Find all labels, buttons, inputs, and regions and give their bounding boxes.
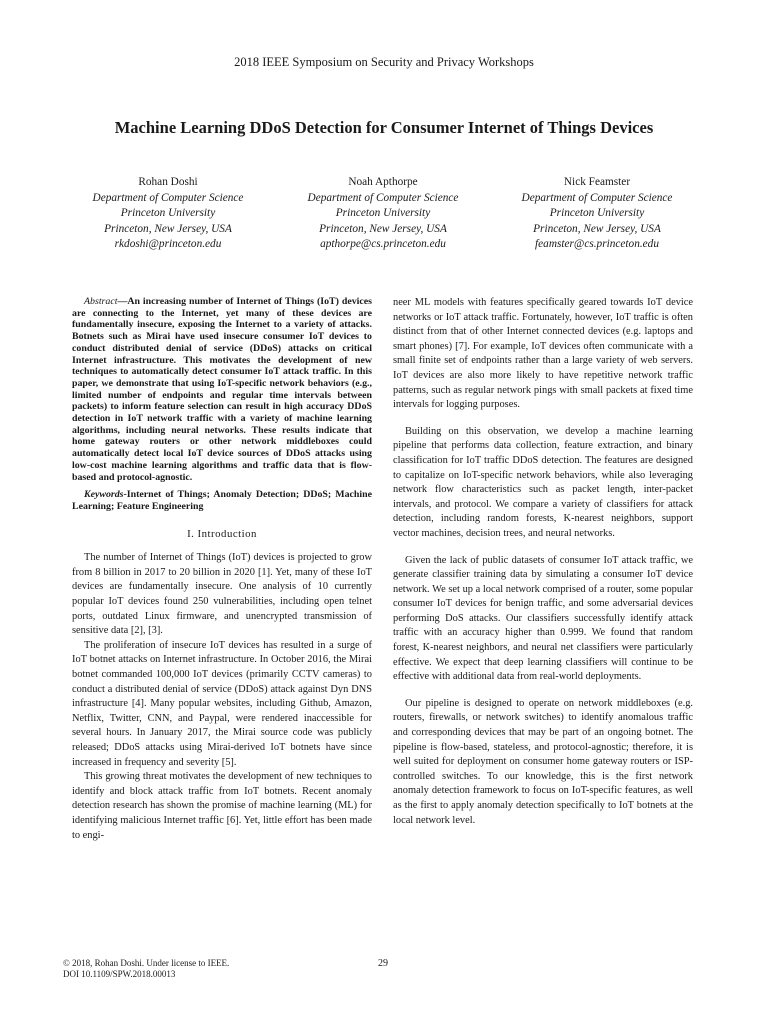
author-location: Princeton, New Jersey, USA [104,222,232,235]
author-university: Princeton University [549,207,645,219]
body-paragraph: Given the lack of public datasets of consumer IoT attack traffic, we generate classifier training data by simulating a consumer IoT device network. We set up a local network comprised of a router, some popular consumer IoT devices for benign traffic, and some adversarial devices performing DoS attacks. Our classifiers successfully identify attack traffic with an accuracy higher than 0.999. We found that random forest, K-nearest neighbors, and neural net classifiers were particularly effective. We expect that deep learning classifiers will continue to be effective with additional data from real-world deployments. [393,554,693,683]
body-paragraph: The number of Internet of Things (IoT) devices is projected to grow from 8 billion in 2017 to 20 billion in 2020 [1]. Yet, many of these IoT devices are fundamentally insecure. One analysis of 10 currently popular IoT devices found 250 vulnerabilities, including open telnet ports, outdated Linux firmware, and unencrypted transmission of sensitive data [2], [3]. [72,552,372,637]
author-university: Princeton University [120,207,216,219]
author-block [482,175,712,253]
right-column [393,296,693,828]
abstract-text: —An increasing number of Internet of Things (IoT) devices are connecting to the Internet, yet many of these devices are fundamentally insecure, exposing the Internet to a variety of attacks. Botnets such as Mirai have used insecure consumer IoT devices to conduct distributed denial of service (DDoS) attacks on critical Internet infrastructure. This motivates the development of new techniques to automatically detect consumer IoT attack traffic. In this paper, we demonstrate that using IoT-specific network behaviors (e.g., limited number of endpoints and regular time intervals between packets) to inform feature selection can result in high accuracy DDoS detection in IoT network traffic with a variety of machine learning algorithms, including neural networks. These results indicate that home gateway routers or other network middleboxes could automatically detect local IoT device sources of DDoS attacks using low-cost machine learning algorithms and traffic data that is flow-based and protocol-agnostic. [72,296,372,483]
author-email: apthorpe@cs.princeton.edu [320,238,446,250]
author-department: Department of Computer Science [307,191,459,204]
body-paragraph: The proliferation of insecure IoT devices has resulted in a surge of IoT botnet attacks on Internet infrastructure. In October 2016, the Mirai botnet commanded 100,000 IoT devices (primarily CCTV cameras) to conduct a distributed denial of service (DDoS) attack against Dyn DNS infrastructure [4]. Many popular websites, including Github, Amazon, Netflix, Twitter, CNN, and Paypal, were rendered inaccessible for several hours. In January 2017, the Mirai source code was publicly released; DDoS attacks using Mirai-derived IoT botnets have since increased in frequency and severity [5]. [72,639,372,768]
author-university: Princeton University [335,207,431,219]
body-paragraph: neer ML models with features specifically geared towards IoT device networks or IoT attack traffic. Fortunately, however, IoT traffic is often distinct from that of other Internet connected devices (e.g. laptops and smart phones) [7]. For example, IoT devices often communicate with a small finite set of endpoints rather than a large variety of web servers. IoT devices are also more likely to have repetitive network traffic patterns, such as regular network pings with small packets at fixed time intervals for logging purposes. [393,297,693,411]
section-heading: I. Introduction [187,527,257,540]
paper-title: Machine Learning DDoS Detection for Consumer Internet of Things Devices [114,118,654,137]
keywords-text: -Internet of Things; Anomaly Detection; DDoS; Machine Learning; Feature Engineering [72,489,372,512]
body-paragraph: This growing threat motivates the development of new techniques to identify and block attack traffic from IoT botnets. Recent anomaly detection research has shown the promise of machine learning (ML) for identifying malicious Internet traffic [6]. Yet, little effort has been made to engi- [72,771,372,841]
author-location: Princeton, New Jersey, USA [533,222,661,235]
doi-line: DOI 10.1109/SPW.2018.00013 [63,969,176,979]
body-paragraph: Our pipeline is designed to operate on network middleboxes (e.g. routers, firewalls, or network switches) to identify anomalous traffic and corresponding devices that may be part of an ongoing botnet. The pipeline is flow-based, stateless, and protocol-agnostic; therefore, it is well suited for deployment on consumer home gateway routers or ISP-controlled switches. To our knowledge, this is the first network anomaly detection framework to focus on IoT-specific features, as well as the first to apply anomaly detection specifically to IoT botnets at the local network level. [393,697,693,826]
left-column [72,296,372,843]
copyright-line: © 2018, Rohan Doshi. Under license to IEEE. [63,958,230,968]
page-number: 29 [378,958,388,969]
author-name: Noah Apthorpe [348,176,418,188]
venue-header: 2018 IEEE Symposium on Security and Privacy Workshops [234,55,534,69]
footer-notice [63,958,229,980]
abstract [72,296,372,483]
keywords-lead: Keywords [84,489,124,501]
author-email: feamster@cs.princeton.edu [535,238,659,250]
author-name: Nick Feamster [563,176,631,188]
body-paragraph: Building on this observation, we develop a machine learning pipeline that performs data collection, feature extraction, and binary classification for IoT traffic DDoS detection. The features are designed to capitalize on IoT-specific network behaviors, while also leveraging network flow characteristics such as packet length, inter-packet intervals, and protocol. We compare a variety of classifiers for attack detection, including random forests, K-nearest neighbors, support vector machines, decision trees, and neural networks. [393,425,693,539]
author-department: Department of Computer Science [521,191,673,204]
author-name: Rohan Doshi [138,176,198,188]
keywords [72,489,372,512]
abstract-lead: Abstract [84,296,118,307]
author-location: Princeton, New Jersey, USA [319,222,447,235]
author-department: Department of Computer Science [92,191,244,204]
author-block [268,175,498,253]
author-block [53,175,283,253]
author-email: rkdoshi@princeton.edu [114,238,222,250]
